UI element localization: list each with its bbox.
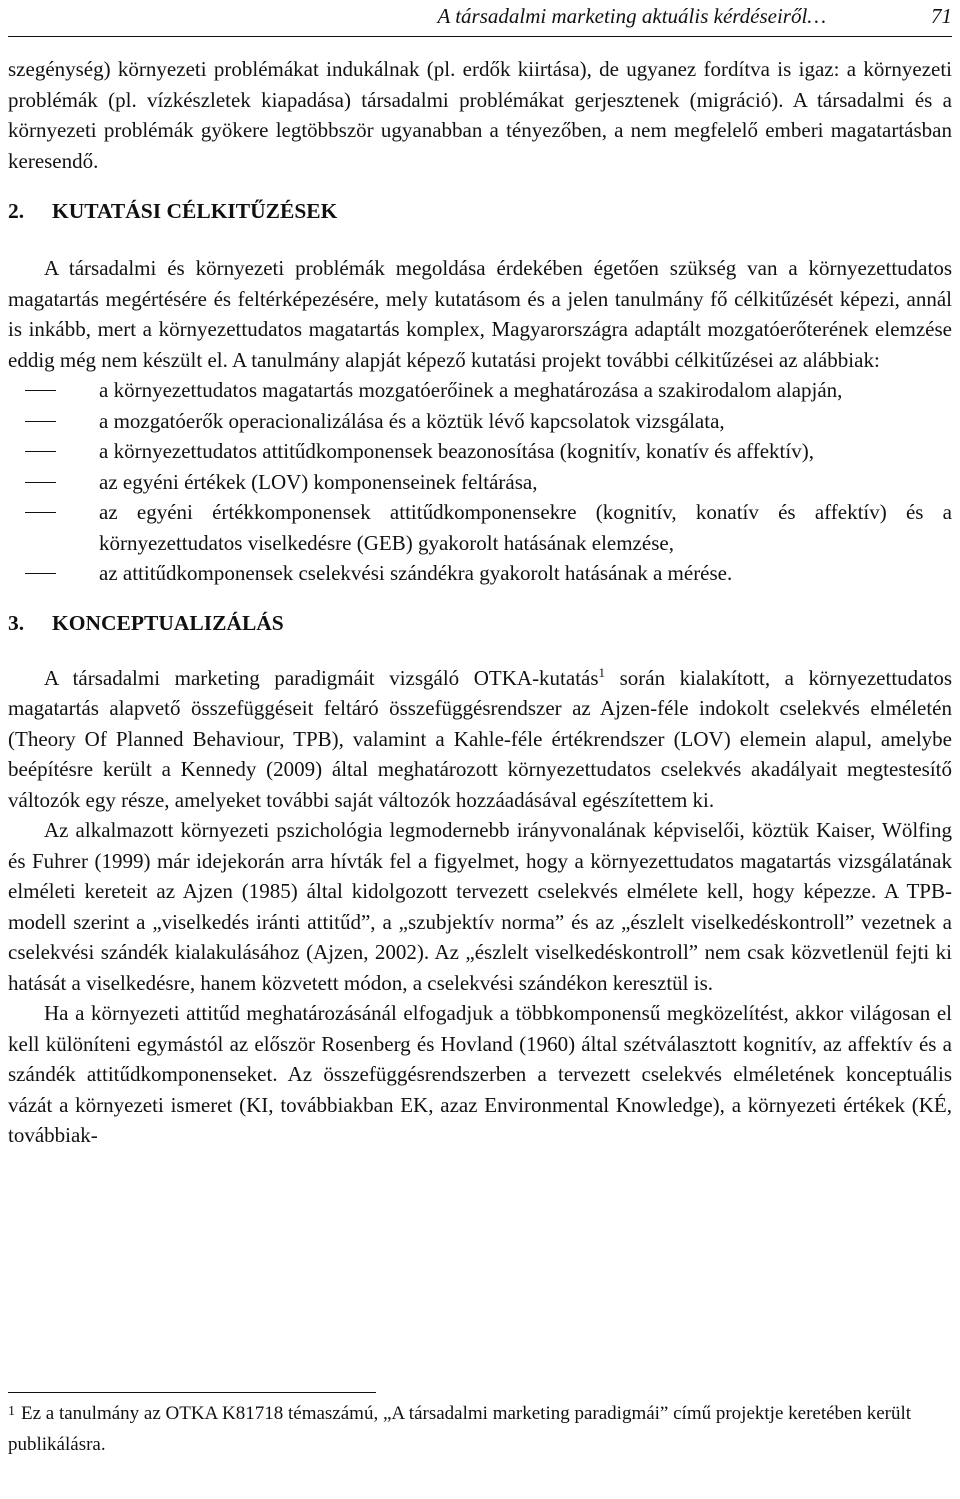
dash-bullet-icon	[25, 512, 56, 513]
footnote-marker: 1	[8, 1404, 15, 1419]
footnote-divider	[8, 1392, 376, 1393]
intro-paragraph: szegénység) környezeti problémákat indukálnak (pl. erdők kiirtása), de ugyanez fordítva is igaz: a környezeti problémák (pl. vízkészletek kiapadása) társadalmi problémákat gerjesztenek (migráció). A társadalmi és a környezeti problémák gyökere legtöbbször ugyanabban a tényezőben, a nem megfelelő emberi magatartásban keresendő.	[8, 57, 952, 173]
list-item	[8, 467, 952, 498]
section-3-paragraph-3: Ha a környezeti attitűd meghatározásánál elfogadjuk a többkomponensű megközelítést, akkor világosan el kell különíteni egymástól az először Rosenberg és Hovland (1960) által szétválasztott kognitív, az affektív és a szándék attitűdkomponenseket. Az összefüggésrendszerben a tervezett cselekvés elméletének konceptuális vázát a környezeti ismeret (KI, továbbiakban EK, azaz Environmental Knowledge), a környezeti értékek (KÉ, továbbiak-	[8, 1001, 952, 1147]
list-item-text: az attitűdkomponensek cselekvési szándékra gyakorolt hatásának a mérése.	[99, 561, 733, 585]
list-item-text: az egyéni értékkomponensek attitűdkomponensekre (kognitív, konatív és affektív) és a környezettudatos viselkedésre (GEB) gyakorolt hatásának elemzése,	[99, 500, 952, 555]
footnote-reference[interactable]: 1	[598, 664, 606, 680]
header-divider	[8, 36, 952, 37]
body-text	[8, 54, 952, 1151]
dash-bullet-icon	[25, 573, 56, 574]
list-item-text: a környezettudatos magatartás mozgatóerőinek a meghatározása a szakirodalom alapján,	[99, 378, 843, 402]
section-3-heading	[8, 608, 952, 638]
running-header	[8, 2, 952, 30]
list-item	[8, 406, 952, 437]
dash-bullet-icon	[25, 421, 56, 422]
list-item	[8, 558, 952, 589]
list-item	[8, 436, 952, 467]
section-2-paragraph: A társadalmi és környezeti problémák megoldása érdekében égetően szükség van a környezettudatos magatartás megértésére és feltérképezésére, mely kutatásom és a jelen tanulmány fő célkitűzését képezi, annál is inkább, mert a környezettudatos magatartás komplex, Magyarországra adaptált mozgatóerőterének elemzése eddig még nem készült el. A tanulmány alapját képező kutatási projekt további célkitűzései az alábbiak:	[8, 256, 952, 372]
section-2-heading	[8, 196, 952, 226]
objectives-list	[8, 375, 952, 589]
dash-bullet-icon	[25, 390, 56, 391]
footnote	[8, 1398, 952, 1460]
list-item-text: a környezettudatos attitűdkomponensek beazonosítása (kognitív, konatív és affektív),	[99, 439, 814, 463]
list-item	[8, 497, 952, 558]
section-3-paragraph-1-start: A társadalmi marketing paradigmáit vizsgáló OTKA-kutatás	[44, 665, 599, 690]
section-3-number: 3.	[8, 610, 25, 635]
list-item-text: az egyéni értékek (LOV) komponenseinek feltárása,	[99, 469, 538, 494]
section-3-title: KONCEPTUALIZÁLÁS	[52, 610, 284, 635]
section-3-paragraph-1-rest: során kialakított, a környezettudatos magatartás alapvető összefüggéseit feltáró összefüggésrendszer az Ajzen-féle indokolt cselekvés elméletén (Theory Of Planned Behaviour, TPB), valamint a Kahle-féle értékrendszer (LOV) elemein alapul, amelybe beépítésre került a Kennedy (2009) által meghatározott környezettudatos cselekvés akadályait megtestesítő változók egy része, amelyeket további saját változók hozzáadásával egészítettem ki.	[8, 665, 952, 812]
footnote-text: Ez a tanulmány az OTKA K81718 témaszámú, „A társadalmi marketing paradigmái” című projektje keretében került publikálásra.	[8, 1403, 912, 1455]
section-2-number: 2.	[8, 199, 25, 223]
dash-bullet-icon	[25, 451, 56, 452]
page-number: 71	[931, 4, 952, 28]
list-item-text: a mozgatóerők operacionalizálása és a köztük lévő kapcsolatok vizsgálata,	[99, 408, 725, 433]
section-3-paragraph-2: Az alkalmazott környezeti pszichológia legmodernebb irányvonalának képviselői, köztük Kaiser, Wölfing és Fuhrer (1999) már idejekorán arra hívták fel a figyelmet, hogy a környezettudatos magatartás vizsgálatának elméleti kereteit az Ajzen (1985) által kidolgozott tervezett cselekvés elmélete kell, hogy képezze. A TPB-modell szerint a „viselkedés iránti attitűd”, a „szubjektív norma” és az „észlelt viselkedéskontroll” vezetnek a cselekvési szándék kialakulásához (Ajzen, 2002). Az „észlelt viselkedéskontroll” nem csak közvetlenül fejti ki hatását a viselkedésre, hanem közvetett módon, a cselekvési szándékon keresztül is.	[8, 818, 952, 995]
list-item	[8, 375, 952, 406]
section-2-title: KUTATÁSI CÉLKITŰZÉSEK	[52, 199, 338, 223]
running-header-title: A társadalmi marketing aktuális kérdéseiről…	[437, 4, 826, 28]
section-3-paragraph-1	[8, 663, 952, 816]
dash-bullet-icon	[25, 482, 56, 483]
